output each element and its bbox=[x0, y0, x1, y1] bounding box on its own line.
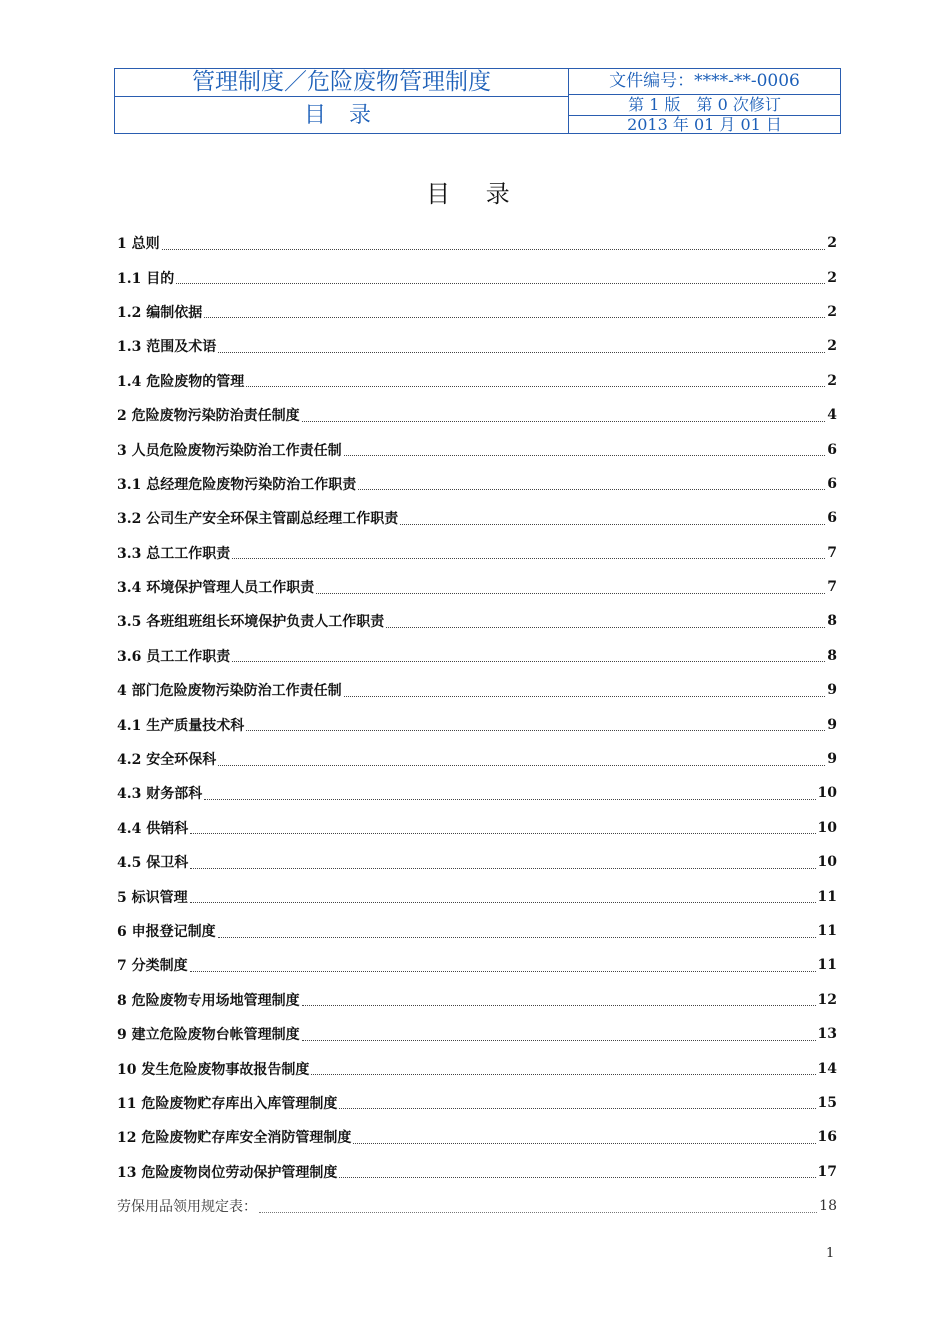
toc-leader-dots bbox=[162, 249, 826, 250]
toc-entry-label: 6 申报登记制度 bbox=[117, 924, 216, 940]
toc-entry[interactable] bbox=[117, 845, 837, 879]
toc-leader-dots bbox=[344, 455, 826, 456]
toc-entry[interactable] bbox=[117, 914, 837, 948]
toc-leader-dots bbox=[204, 799, 815, 800]
toc-leader-dots bbox=[232, 558, 825, 559]
toc-leader-dots bbox=[176, 283, 825, 284]
toc-entry-label: 9 建立危险废物台帐管理制度 bbox=[117, 1027, 300, 1044]
toc-leader-dots bbox=[339, 1177, 815, 1178]
toc-leader-dots bbox=[302, 1005, 816, 1006]
toc-entry-label: 3.3 总工工作职责 bbox=[117, 545, 231, 562]
header-doc-number: 文件编号：****-**-0006 bbox=[609, 71, 800, 91]
toc-entry[interactable] bbox=[117, 467, 837, 501]
toc-entry[interactable] bbox=[117, 1189, 837, 1223]
toc-entry[interactable] bbox=[117, 329, 837, 363]
toc-entry[interactable] bbox=[117, 673, 837, 707]
toc-entry-page: 17 bbox=[817, 1163, 837, 1180]
toc-leader-dots bbox=[400, 524, 825, 525]
toc-entry-page: 2 bbox=[827, 338, 837, 355]
toc-leader-dots bbox=[386, 627, 825, 628]
toc-entry-label: 3.2 公司生产安全环保主管副总经理工作职责 bbox=[117, 511, 399, 528]
toc-entry-label: 11 危险废物贮存库出入库管理制度 bbox=[117, 1095, 338, 1112]
toc-entry-label: 1.4 危险废物的管理 bbox=[117, 373, 245, 390]
toc-leader-dots bbox=[344, 696, 826, 697]
toc-entry[interactable] bbox=[117, 879, 837, 913]
toc-entry[interactable] bbox=[117, 639, 837, 673]
toc-entry-label: 4.2 安全环保科 bbox=[117, 752, 217, 769]
header-subtitle: 目 录 bbox=[304, 103, 379, 128]
toc-entry-label: 10 发生危险废物事故报告制度 bbox=[117, 1061, 310, 1078]
toc-entry-page: 9 bbox=[827, 682, 837, 699]
toc-entry-page: 7 bbox=[827, 579, 837, 596]
toc-entry-label: 3 人员危险废物污染防治工作责任制 bbox=[117, 442, 342, 459]
toc-leader-dots bbox=[218, 937, 816, 938]
toc-entry[interactable] bbox=[117, 776, 837, 810]
toc-entry-page: 2 bbox=[827, 372, 837, 389]
toc-entry-page: 15 bbox=[817, 1094, 837, 1111]
toc-entry-label: 12 危险废物贮存库安全消防管理制度 bbox=[117, 1130, 352, 1147]
toc-entry-label: 4.1 生产质量技术科 bbox=[117, 717, 245, 734]
toc-entry[interactable] bbox=[117, 432, 837, 466]
toc-entry-label: 1 总则 bbox=[117, 236, 160, 253]
document-header-table bbox=[114, 68, 841, 134]
toc-entry-page: 18 bbox=[819, 1198, 837, 1215]
toc-entry-page: 10 bbox=[817, 785, 837, 802]
toc-entry-label: 1.1 目的 bbox=[117, 270, 175, 287]
header-version: 第 1 版 第 0 次修订 bbox=[628, 95, 781, 114]
toc-entry-label: 1.3 范围及术语 bbox=[117, 339, 217, 356]
toc-leader-dots bbox=[204, 317, 825, 318]
toc-leader-dots bbox=[302, 1040, 816, 1041]
page-number: 1 bbox=[826, 1246, 835, 1261]
toc-entry[interactable] bbox=[117, 295, 837, 329]
toc-entry[interactable] bbox=[117, 536, 837, 570]
toc-entry-page: 10 bbox=[817, 819, 837, 836]
toc-entry-page: 14 bbox=[817, 1060, 837, 1077]
toc-entry-page: 2 bbox=[827, 235, 837, 252]
toc-entry[interactable] bbox=[117, 1086, 837, 1120]
toc-entry[interactable] bbox=[117, 1155, 837, 1189]
toc-leader-dots bbox=[316, 593, 825, 594]
toc-entry-page: 8 bbox=[827, 613, 837, 630]
toc-entry[interactable] bbox=[117, 948, 837, 982]
toc-entry-label: 13 危险废物岗位劳动保护管理制度 bbox=[117, 1164, 338, 1181]
toc-entry[interactable] bbox=[117, 983, 837, 1017]
toc-entry-label: 2 危险废物污染防治责任制度 bbox=[117, 408, 300, 425]
toc-entry[interactable] bbox=[117, 260, 837, 294]
table-of-contents bbox=[117, 226, 837, 1223]
header-title: 管理制度／危险废物管理制度 bbox=[192, 69, 491, 95]
toc-entry-page: 9 bbox=[827, 751, 837, 768]
toc-entry-page: 11 bbox=[817, 888, 837, 905]
toc-entry-label: 8 危险废物专用场地管理制度 bbox=[117, 992, 300, 1009]
toc-leader-dots bbox=[190, 971, 816, 972]
toc-entry[interactable] bbox=[117, 1120, 837, 1154]
toc-leader-dots bbox=[311, 1074, 815, 1075]
toc-entry[interactable] bbox=[117, 707, 837, 741]
toc-entry-page: 6 bbox=[827, 441, 837, 458]
toc-leader-dots bbox=[190, 868, 815, 869]
toc-entry-page: 16 bbox=[817, 1129, 837, 1146]
toc-leader-dots bbox=[259, 1212, 817, 1213]
toc-entry-label: 7 分类制度 bbox=[117, 958, 188, 975]
toc-leader-dots bbox=[339, 1108, 815, 1109]
toc-leader-dots bbox=[246, 730, 825, 731]
toc-entry[interactable] bbox=[117, 226, 837, 260]
toc-leader-dots bbox=[302, 421, 826, 422]
toc-entry-page: 13 bbox=[817, 1026, 837, 1043]
toc-leader-dots bbox=[246, 386, 825, 387]
toc-entry-page: 11 bbox=[817, 923, 837, 939]
toc-entry[interactable] bbox=[117, 1017, 837, 1051]
toc-leader-dots bbox=[232, 661, 825, 662]
toc-entry[interactable] bbox=[117, 604, 837, 638]
header-date: 2013 年 01 月 01 日 bbox=[627, 115, 782, 134]
toc-entry-label: 4 部门危险废物污染防治工作责任制 bbox=[117, 683, 342, 700]
toc-entry-page: 2 bbox=[827, 303, 837, 320]
toc-entry[interactable] bbox=[117, 742, 837, 776]
toc-entry-page: 9 bbox=[827, 716, 837, 733]
toc-entry[interactable] bbox=[117, 1051, 837, 1085]
toc-leader-dots bbox=[358, 489, 825, 490]
toc-entry-page: 6 bbox=[827, 510, 837, 527]
toc-entry-page: 7 bbox=[827, 544, 837, 561]
toc-entry-label: 1.2 编制依据 bbox=[117, 304, 203, 321]
toc-entry-label: 4.5 保卫科 bbox=[117, 855, 189, 872]
toc-entry[interactable] bbox=[117, 811, 837, 845]
toc-entry-page: 6 bbox=[827, 475, 837, 492]
toc-heading: 目 录 bbox=[426, 180, 524, 208]
toc-entry-label: 4.4 供销科 bbox=[117, 820, 189, 837]
toc-leader-dots bbox=[190, 902, 816, 903]
toc-entry-label: 3.4 环境保护管理人员工作职责 bbox=[117, 580, 315, 597]
toc-entry-label: 3.6 员工工作职责 bbox=[117, 648, 231, 665]
toc-entry-label: 5 标识管理 bbox=[117, 889, 188, 906]
toc-leader-dots bbox=[218, 765, 825, 766]
toc-leader-dots bbox=[353, 1143, 815, 1144]
toc-entry-page: 10 bbox=[817, 854, 837, 871]
toc-entry-label: 3.5 各班组班组长环境保护负责人工作职责 bbox=[117, 614, 385, 631]
toc-entry-label: 3.1 总经理危险废物污染防治工作职责 bbox=[117, 476, 357, 493]
toc-entry[interactable] bbox=[117, 364, 837, 398]
toc-entry-page: 12 bbox=[817, 991, 837, 1008]
toc-entry-page: 8 bbox=[827, 647, 837, 664]
toc-entry-label: 4.3 财务部科 bbox=[117, 786, 203, 803]
toc-entry[interactable] bbox=[117, 398, 837, 432]
toc-entry[interactable] bbox=[117, 501, 837, 535]
toc-entry-page: 11 bbox=[817, 957, 837, 974]
toc-entry[interactable] bbox=[117, 570, 837, 604]
toc-entry-label: 劳保用品领用规定表： bbox=[117, 1199, 257, 1216]
toc-leader-dots bbox=[190, 833, 815, 834]
toc-leader-dots bbox=[218, 352, 825, 353]
toc-entry-page: 4 bbox=[827, 407, 837, 424]
toc-entry-page: 2 bbox=[827, 269, 837, 286]
